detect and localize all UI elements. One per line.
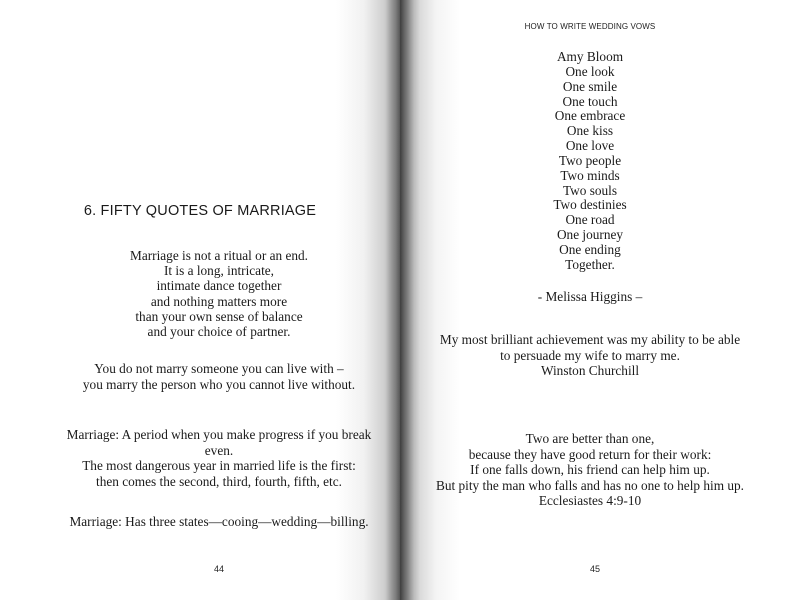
quote-line: and nothing matters more — [150, 293, 288, 309]
poem-line: One road — [565, 212, 615, 228]
gutter-shadow — [386, 0, 414, 600]
quote-line: even. — [204, 442, 234, 458]
poem-line: Two destinies — [553, 197, 627, 213]
quote-line: The most dangerous year in married life is the first: — [82, 458, 356, 474]
poem-line: One love — [565, 138, 615, 154]
poem-line: One embrace — [554, 108, 626, 124]
quote-marriage-dance — [20, 248, 418, 339]
poem-line: One smile — [562, 78, 618, 94]
quote-line: Two are better than one, — [525, 431, 655, 446]
quote-line: Ecclesiastes 4:9-10 — [538, 493, 642, 508]
poem — [510, 50, 670, 273]
poem-line: Amy Bloom — [556, 49, 624, 64]
quote-line: because they have good return for their work: — [468, 446, 712, 462]
quote-line: Marriage is not a ritual or an end. — [130, 248, 308, 263]
quote-line: and your choice of partner. — [147, 324, 291, 340]
quote-line: But pity the man who falls and has no one to help him up. — [435, 477, 744, 493]
poem-line: One ending — [559, 241, 621, 257]
poem-line: Two people — [558, 152, 622, 168]
quote-churchill — [425, 332, 755, 379]
poem-line: Together. — [565, 256, 615, 272]
quote-line: intimate dance together — [156, 278, 282, 294]
poem-line: One touch — [562, 93, 618, 109]
page-number-right: 45 — [589, 564, 600, 574]
poem-attribution — [510, 289, 670, 304]
quote-line: Winston Churchill — [540, 363, 640, 378]
poem-line: Two souls — [562, 182, 618, 198]
quote-three-states — [20, 514, 418, 529]
right-page — [400, 0, 800, 600]
running-head: HOW TO WRITE WEDDING VOWS — [524, 22, 656, 31]
attribution-line: - Melissa Higgins – — [537, 289, 643, 304]
poem-line: One look — [565, 63, 615, 79]
quote-line: you marry the person who you cannot live without. — [82, 377, 356, 392]
quote-line: You do not marry someone you can live with – — [94, 361, 344, 376]
poem-line: One kiss — [566, 123, 614, 139]
quote-line: It is a long, intricate, — [163, 263, 275, 279]
quote-line: to persuade my wife to marry me. — [500, 347, 680, 363]
quote-dangerous-year — [20, 427, 418, 490]
quote-ecclesiastes — [425, 431, 755, 509]
page-number-left: 44 — [213, 564, 224, 574]
quote-line: If one falls down, his friend can help him up. — [470, 462, 710, 477]
quote-line: Marriage: Has three states—cooing—wedding—billing. — [69, 514, 369, 529]
poem-line: Two minds — [560, 167, 620, 183]
chapter-title: 6. FIFTY QUOTES OF MARRIAGE — [83, 203, 317, 219]
quote-line: My most brilliant achievement was my ability to be able — [439, 332, 741, 347]
quote-line: Marriage: A period when you make progress if you break — [66, 427, 372, 442]
quote-live-without — [20, 361, 418, 393]
quote-line: than your own sense of balance — [135, 308, 303, 324]
poem-line: One journey — [556, 227, 624, 243]
quote-line: then comes the second, third, fourth, fifth, etc. — [96, 474, 342, 490]
